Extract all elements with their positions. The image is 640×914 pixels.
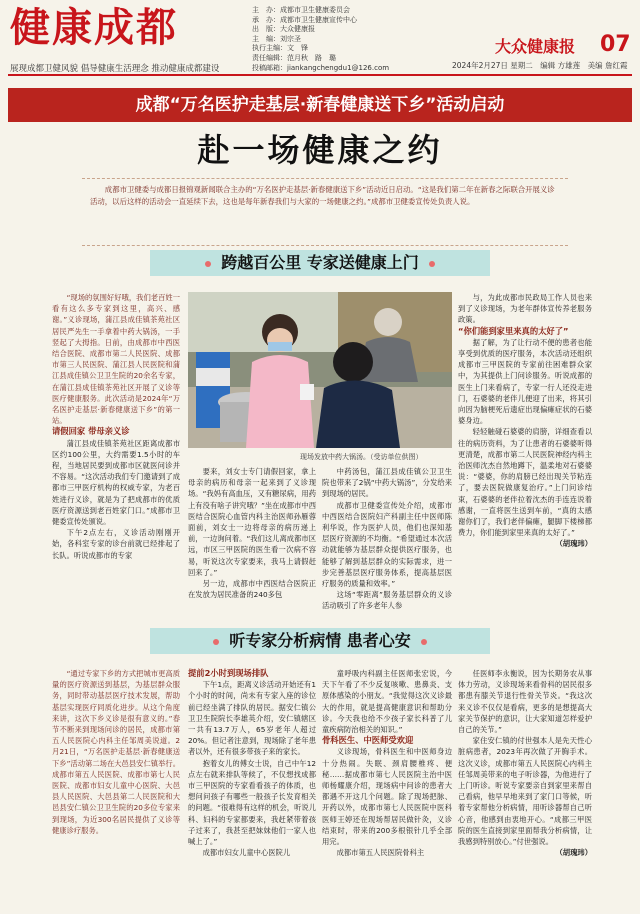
credit-line: 出 版：大众健康报 [252,25,315,34]
paragraph: 要来，刘女士专门请假回家，拿上母亲的病历和母亲一起来到了义诊现场。“我妈有高血压，又有糖尿病，用药上有没有啥子讲究哦？”坐在成都市中西医结合医院心血管内科主治医师孙雁蓉面前，刘女士一边将母亲的病历递上前，一边询问着。“我们这儿离成都市区远，市区三甲医院的医生看一次病不容易，听说这次专家要来，我马上请假赶回来了。” [188,467,316,577]
bullet-dot-icon [213,639,219,645]
section2-intro-quote: “通过专家下乡的方式把城市更高质量的医疗资源送到基层，为基层群众服务，同时带动基层医疗技术发展，帮助基层实现医疗同质化进步。从这个角度来讲，这次下乡义诊是很有意义的。”春节不断来到现场问诊的居民，成都市第五人民医院心内科主任邹周美说道。2月21日，“万名医护走基层·新春健康送下乡”活动第二场在大邑县安仁镇举行。成都市第五人民医院、成都市第七人民医院、成都市妇女儿童中心医院、大邑县人民医院、大邑县第二人民医院和大邑县安仁镇公卫卫生院的20多位专家来到现场，为近300名居民提供了义诊等健康诊疗服务。 [52,669,180,835]
paragraph: 童呼吸内科副主任医师张宏说，今天下午看了不少反复咳嗽、患鼻炎、支原体感染的小朋友。“我觉得这次义诊最大的作用，就是提高健康意识和帮助分诊。今天我也给不少孩子家长科普了儿童疾病防治相关的知识。” [322,669,452,735]
bullet-dot-icon [429,261,435,267]
section2-title: 听专家分析病情 患者心安 [229,631,411,650]
paragraph: 据了解，为了让行动不便的患者也能享受到优质的医疗服务，本次活动还组织成都市三甲医院的专家前往困难群众家中，为其提供上门问诊服务。听说成都的医生上门来看病了，专家一行人还没走进门，石婆婆的老伴儿便迎了出来，将其引向因为脑梗死后遗症出现偏瘫症状的石婆婆身边。 [458,337,592,426]
bullet-dot-icon [205,261,211,267]
main-headline: 赴一场健康之约 [197,131,443,169]
photo-illustration [188,292,452,448]
bullet-dot-icon [421,639,427,645]
paragraph: 轻轻触碰石婆婆的肩膀，详细查看以往的病历资料，为了让患者的石婆婆听得更清楚，成都市第二人民医院神经内科主治医师沈杰自然地蹲下，温柔地对石婆婆说：“婆婆，你的肩膀已经出现关节粘连了，要去医院做康复治疗。”上门问诊结束，石婆婆的老伴拉着沈杰的手连连说着感谢，一直将医生送到车前，“真的太感谢你们了，我们老伴偏瘫，腿脚下楼梯都费力，你们能到家里来真的太好了。” [458,427,592,538]
section-slogan: 展现成都卫健风貌 倡导健康生活理念 推动健康成都建设 [10,64,220,74]
credit-line: 责任编辑：范月秋 路 璐 [252,53,336,62]
section2-column-2 [188,668,316,908]
paragraph: 与，为此成都市民政局工作人员也来到了义诊现场，为老年群体宣传养老服务政策。 [458,293,592,325]
photo-caption: 现场发放中药大锅汤。（受访单位供图） [300,453,423,461]
subheading: 请假回家 带母亲义诊 [52,426,130,437]
subheading: 提前2小时到现场排队 [188,668,269,678]
paragraph: 成都市妇女儿童中心医院儿 [202,848,291,858]
section1-intro-quote: “现场的氛围好好哦，我们老百姓一看有这么多专家到这里，高兴、感谢。”义诊现场，蒲江县成佳镇茶苑社区居民严先生一手拿着中药大锅汤，一手竖起了大拇指。日前，由成都市中西医结合医院、成都市第二人民医院、成都市第三人民医院、蒲江县人民医院和蒲江县成佳镇公卫卫生院的20余名专家，在蒲江县成佳镇茶苑社区开展了义诊等医疗健康服务。此次活动是2024年“万名医护走基层·新春健康送下乡”的第一站。 [52,293,180,426]
section1-column-1 [52,292,180,616]
paragraph: 另一边，成都市中西医结合医院正在发放为居民准备的240多包 [188,579,316,600]
event-banner: 成都“万名医护走基层·新春健康送下乡”活动启动 [8,88,632,122]
section2-column-4 [458,668,592,908]
author-byline: （胡瑰玮） [555,539,592,549]
paragraph: 任医师李永衡说，因为长期务农从事体力劳动，义诊现场来看骨科的居民很多都患有膝关节退行性骨关节炎。“我这次来义诊不仅仅是看病，更多的是想提高大家关节保护的意识，让大家知道怎样爱护自己的关节。” [458,669,592,735]
event-photo [188,292,452,448]
section1-heading [150,250,490,276]
masthead-divider [8,74,632,76]
paragraph: 抱着女儿的傅女士说，自己中午12点左右就来排队等候了，不仅想找成都市三甲医院的专家看看孩子的体质，也想问问孩子有哪些一般孩子长发育相关的问题。“很难得有这样的机会，听说儿科、妇科的专家都要来，我赶紧带着孩子过来了，我甚至把妹妹他们一家人也喊上了。” [188,758,316,847]
credit-line: 承 办：成都市卫生健康宣传中心 [252,15,357,24]
newspaper-logo: 大众健康报 [495,37,576,56]
editorial-credits [252,6,389,73]
section1-column-2 [188,466,316,616]
subheading: “你们能到家里来真的太好了” [458,325,569,336]
section-brand-title: 健康成都 [10,5,178,51]
page-number: 07 [600,32,631,57]
dateline: 2024年2月27日 星期二 编辑 方雄莲 美编 詹红霞 [452,61,628,70]
lead-paragraph: 成都市卫健委与成都日报锦观新闻联合主办的“万名医护走基层·新春健康送下乡”活动近日启动。“这是我们第二年在新春之际联合开展义诊活动，以后这样的活动会一直延续下去，这也是每年新春我们与大家的一场健康之约。”成都市卫健委宣传处负责人说。 [90,185,555,206]
paragraph: 义诊现场，骨科医生和中医师身边十分热闹。失眠、颈肩腰椎疼、便秘……据成都市第七人民医院主治中医师杨耀康介绍，现场病中问诊的患者大都遇不开这几个问题。除了现场把脉、开药以外，成都市第七人民医院中医科医师王婷还在现场帮居民做针灸，义诊结束时，带来的200多根银针几乎全部用完。 [322,747,452,847]
paragraph: 成都市卫健委宣传处介绍，成都市中西医结合医院妇产科副主任中医师陈利华说，作为医护人员，他们也深知基层医疗资源的不均衡。“希望通过本次活动就能够为基层群众提供医疗服务，也能够了解到基层群众的实际需求，进一步完善基层医疗服务体系，提高基层医疗服务的质量和效率。” [322,500,452,589]
section1-column-3 [322,466,452,616]
credit-email: 投稿邮箱：jiankangchengdu1@126.com [252,63,390,72]
section2-column-3 [322,668,452,908]
author-byline: （胡瑰玮） [555,848,592,858]
subheading: 骨科医生、中医师受欢迎 [322,735,414,746]
credit-line: 主 编：刘宗圣 [252,34,301,43]
section1-title: 跨越百公里 专家送健康上门 [221,253,419,272]
section2-heading [150,628,490,654]
credit-line: 执行主编：文 锋 [252,44,308,53]
paragraph: 这场“零距离”服务基层群众的义诊活动吸引了许多老年人参 [322,590,452,611]
paragraph: 蒲江县成佳镇茶苑社区距离成都市区约100公里，大约需要1.5小时的车程，当地居民要到成都市区就医问诊并不容易。“这次活动我们专门邀请到了成都市三甲医疗机构的权威专家，为老百姓进行义诊，就是为了把成都市的优质医疗资源送到老百姓家门口。”成都市卫健委宣传处颁说。 [52,438,180,527]
credit-line: 主 办：成都市卫生健康委员会 [252,6,350,14]
paragraph: 下午2点左右，义诊活动刚刚开始，各科室专家的诊台前就已经排起了长队。听说成都市的专家 [52,528,180,560]
paragraph: 中药汤包，蒲江县成佳镇公卫卫生院也带来了2锅“中药大锅汤”，分发给来到现场的居民。 [322,467,452,499]
paragraph: 成都市第五人民医院骨科主 [336,848,425,858]
paragraph: 家住安仁镇的付世强本人是先天性心脏病患者，2023年再次做了开胸手术。这次义诊，成都市第五人民医院心内科主任邹周美带来的电子听诊器，为他进行了上门听诊。听说专家要亲自到家里来帮自己看病，他早早地来到了家门口等候，听着专家帮他分析病情，用听诊器帮自己听心音，他感到由衷地开心。“成都三甲医院的医生直接到家里面帮我分析病情，让我感到特别放心。”付世强说。 [458,736,592,847]
section1-column-4 [458,292,592,618]
section2-column-1 [52,668,180,908]
paragraph: 下午1点，距离义诊活动开始还有1个小时的时间，尚未有专家入座的诊位前已经坐满了排队的居民。据安仁镇公卫卫生院院长李雄英介绍，安仁镇辖区一共有13.7万人，65岁老年人超过20%。但记者注意到，现场除了老年患者以外，还有很多带孩子来的家长。 [188,680,316,757]
